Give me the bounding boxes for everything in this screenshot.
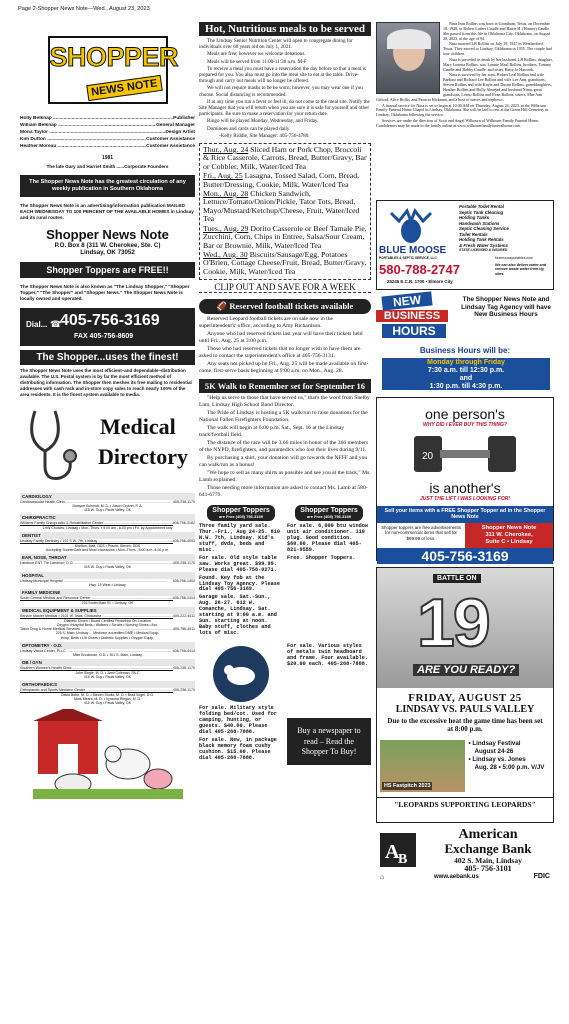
- aka-text: The Shopper News Note is also known as "The Lindsay Shopper," "Shopper Topper," "The Shopper" and "Shopper News." The Shopper News Note is locally owned and operated.: [20, 284, 190, 302]
- bank-web: www.aebank.us: [434, 874, 479, 880]
- directory-entry: Lindsay Municipal Hospital ..... 405-756-1404: [20, 579, 195, 583]
- blue-moose-services: Portable Toilet Rental Septic Tank Cleaning Holding Tanks Handwash Stations Septic Cleaning Service Toilet Rentals Holding Tank Rentals & Fresh Water Systems STATE LICENSED & INSURED: [459, 204, 509, 252]
- uses-bar: The Shopper...uses the finest!: [20, 350, 195, 365]
- bank-address: 402 S. Main, Lindsay: [454, 856, 522, 865]
- junk-right: Shopper News Note 311 W. Cherokee, Suite C • Lindsay: [465, 523, 553, 548]
- clip-out: CLIP OUT AND SAVE FOR A WEEK: [199, 282, 371, 293]
- left-column: [20, 22, 195, 1012]
- menu-item: Mon., Aug. 28 Chicken Sandwich, Lettuce/Tomato/Onion/Pickle, Tator Tots, Bread, Mayo/Mustard/Ketchup/Cheese, Fruit, Water/Iced Tea: [203, 189, 360, 224]
- obituary: [376, 22, 554, 194]
- battle-date: FRIDAY, AUGUST 25: [408, 692, 522, 704]
- newspaper-box: Buy a newspaper to read – Read the Shopper To Buy!: [287, 718, 371, 765]
- staff-row: Mona Taylor ..... Design Artist: [20, 130, 195, 137]
- new-hours-box: Monday through Friday 7:30 a.m. till 12:30 p.m. and 1:30 p.m. till 4:30 p.m.: [382, 358, 550, 390]
- classified-ad: For sale. New, in package black memory foam cushy cushion. $15.00. Please dial 405-268-7888.: [199, 737, 277, 761]
- nutrition-para: -Kelly Riddle, Site Manager: 405-756-4780.: [219, 132, 310, 139]
- directory-entry: Southern Women's Health Clinic ..... 405-238-1170: [20, 666, 195, 670]
- classified-ad: For sale. Various styles of metals twin headboard and frame. Four available. $20.00 each. 405-268-7888.: [287, 643, 368, 668]
- business-hours-ad: [376, 294, 554, 391]
- phone-icon: ☎: [50, 319, 62, 330]
- football-icon: 🏈: [216, 301, 228, 312]
- stethoscope-icon: [20, 406, 80, 486]
- directory-entry-detail: Dwayne Schmidt, M. D. • Jason Crytzer, P. A.: [72, 504, 143, 509]
- directory-entry-detail: John Siegle, M. D. • Jami Coleman, PA-C: [75, 670, 140, 675]
- football-para: Any seats not picked up be Fri., Aug. 25 will be made available on first-come, first-serve basis beginning at 9:00 a.m. on Mon., Aug. 28.: [199, 361, 369, 375]
- directory-entry-detail: Accepting SoonerCare and Most Insurances • Mon.-Thurs., 8:00 a.m.-5:00 p.m.: [45, 547, 169, 552]
- staff-row: William Belknap ..... General Manager: [20, 123, 195, 130]
- menu-item: Tues., Aug. 29 Dorito Casserole or Beef Tamale Pie, Zucchini, Corn, Chips in Entree, Salsa/Sour Cream, Bar or Brownie, Milk, Water/Iced Tea: [203, 223, 367, 250]
- classified-ad: For sale. 6,000 btu window unit air conditioner. 110 plug. Good condition. $60.00. Please dial 405-821-9559.: [287, 522, 368, 553]
- toppers-badge: Shopper Toppers are Free (405) 756-3169: [207, 505, 275, 521]
- directory-entry: Lindsay Family Dentistry • 102 S.W. 7th, Lindsay ..... 405-756-4093: [20, 539, 195, 543]
- svg-text:A: A: [385, 841, 400, 863]
- animals-badge-col: [199, 644, 283, 704]
- nutrition-para: The Lindsay Senior Nutrition Center will open to congregate dining for individuals over 60 years old on July 1, 2021.: [199, 38, 353, 51]
- directory-entry-detail: 225 S. Main, Lindsay ... Medicine accredited DME • Medical Equip.: [55, 631, 160, 636]
- directory-entry-detail: 415 W. Guy • Pauls Valley, OK: [83, 565, 132, 570]
- fastpitch-area: [377, 740, 553, 792]
- walk-para: The walk will begin at 6:00 p.m. Sat., Sept. 16 at the Lindsay track/football field.: [199, 424, 345, 438]
- menu-item: Wed., Aug. 30 Biscuits/Sausage/Egg, Potatoes O'Brien, Cottage Cheese/Fruit, Bread, Butter/Gravy, Cookie, Milk, Water/Iced Tea: [203, 249, 367, 276]
- masthead-shopper: SHOPPER: [49, 42, 179, 72]
- classified-ad: Garage sale. Sat.-Sun., Aug. 26-27. 612 W. Comanche, Lindsay. Sat. starting at 9:00 a.m. and Sun. starting at noon. Baby stuff, clothes and lots of misc.: [199, 594, 277, 637]
- classified-ad: For sale. Old style table saw. Works great. $99.99. Please dial 405-756-0271.: [199, 554, 277, 573]
- directory-section-heading: DENTIST: [20, 532, 195, 539]
- dumbbell-icon: [410, 432, 520, 476]
- directory-section-heading: MEDICAL EQUIPMENT & SUPPLIES: [20, 607, 195, 614]
- junk-left-note: Shopper toppers are free advertisements for non-commercial items that sell for $99.99 or less.: [381, 524, 461, 541]
- middle-column: [199, 22, 371, 1012]
- directory-section-heading: HOSPITAL: [20, 572, 195, 579]
- directory-section-heading: FAMILY MEDICINE: [20, 589, 195, 596]
- masthead-news-note: NEWS NOTE: [86, 75, 162, 101]
- football-body: [199, 316, 371, 375]
- junk-top: one person's: [425, 406, 505, 422]
- nutrition-para: Dominoes and cards can be played daily.: [207, 125, 291, 132]
- directory-section-heading: OB / GYN: [20, 659, 195, 666]
- staff-row: Kim Dutton ..... Customer Assistance: [20, 137, 195, 144]
- toppers-bottom: [199, 706, 371, 765]
- directory-entry-detail: 415 W. Guy • Pauls Valley, OK: [83, 701, 132, 706]
- directory-entry-detail: Hwy. 19 West • Lindsay: [89, 583, 126, 588]
- toppers-col-2: [287, 505, 371, 638]
- name-block-title: Shopper News Note: [46, 227, 169, 243]
- fastpitch-photo: [380, 740, 465, 792]
- nutrition-para: We will not require masks to be be worn; however, you may wear one if you choose. Social distancing is recommended.: [199, 85, 363, 98]
- bank-name-1: American: [458, 827, 518, 842]
- classified-ad: Found. Key fob at the Lindsay Toy Agency. Please dial 405-756-3169.: [199, 574, 280, 593]
- directory-entry: Landrum ENT, Tre Landrum, D.O ..... 405-238-1170: [20, 561, 195, 565]
- directory-section-heading: OPTOMETRY - O.D.: [20, 642, 195, 649]
- obituary-para: Nina Jean Rollins was born in Grantham, Texas, on December 10, 1928, to Robert Luther Caudle and Hattie H. (Hosner) Caudle. She passed from this life in Oklahoma City, Oklahoma, on August 20, 2023, at the age of 94.: [443, 21, 551, 41]
- football-para: Anyone who had reserved tickets last year will have their tickets held until Fri., Aug. 25 at 3:00 p.m.: [199, 331, 363, 345]
- football-para: Those who had reserved tickets that no longer wish to have them are asked to contact the superintendent's office at 405-756-3131.: [199, 346, 361, 360]
- bank-phone: 405- 756-3101: [464, 864, 512, 873]
- obituary-para: Nina is survived by her sons, Robert Leal Rollins and wife Barbara and Richard Lee Rollins and wife Lee Ann, grandsons, Steven Rollins and wife Kayla and Dustin Rollins, granddaughters, Heather Rollins and Holly Almejad and husband Nima, great grandsons, Leeno Rollins and Evan Rollins, sisters, Mae Ann Gifford, Alice Hollis, and Patricia Hickman, and a host of nieces and nephews.: [376, 72, 552, 102]
- toppers-area: [199, 505, 371, 638]
- toppers-col-4: [199, 706, 283, 765]
- toppers-lower: [199, 644, 371, 704]
- obituary-para: Nina married LB Rollins on July 19, 1947 in Weatherford, Texas. They moved to Lindsay, Oklahoma in 1955. The couple had four children.: [443, 41, 552, 57]
- football-para: Reserved Leopard football tickets are on sale now in the superintendent's' office, according to Amy Richardson.: [199, 316, 333, 330]
- walk-para: "We hope to sell as many shirts as possible and see you at the track," Ms. Lamb explained.: [199, 469, 371, 483]
- classified-ad: Three family yard sale. Thur.-Fri., Aug 24-25. 810 N.W. 7th, Lindsay. Kid's stuff, dvds, beds and misc.: [199, 522, 280, 553]
- junk-bar: Sell your items with a FREE Shopper Topper ad in the Shopper News Note: [377, 506, 553, 523]
- walk-para: The distance of the race will be 3.66 miles in honor of the 366 members of the NYPD, firefighters, and paramedics who lost their lives during 9/11.: [199, 439, 369, 453]
- toppers-badge: Shopper Toppers are Free (405) 756-3169: [295, 505, 363, 521]
- directory-entry-detail: 1HW Choices, Lindsay • Mon.-Thurs. • 9:00 am - 6:00 pm • Fri. by Appointment only: [42, 525, 173, 530]
- directory-entry: South Central Medical and Resource Center ..... 405-756-1414: [20, 596, 195, 600]
- battle-heat: Due to the excessive heat the game time has been set at 8:00 p.m.: [387, 717, 543, 734]
- classified-ad: For sale. Military style folding bed/cot. Used for camping, hunting, or guests. $40.00. Please dial 405-268-7888.: [199, 705, 277, 736]
- blue-moose-name: BLUE MOOSE: [379, 245, 447, 256]
- bank-logo-icon: [378, 831, 418, 869]
- nutrition-para: If at any time you run a fever or feel ill, do not come to the meal site. Notify the Site Manager that you will return when you are sure it is safe for yourself and other participants. Be sure to make a reservation for your return date.: [199, 98, 370, 118]
- blue-moose-address: 25245 E.C.R. 1700 • Elmore City: [387, 279, 453, 284]
- page-header: Page 2-Shopper News Note—Wed., August 23, 2023: [18, 6, 150, 12]
- medical-directory: [20, 406, 195, 491]
- battle-ad: [376, 567, 554, 823]
- blue-moose-sub: PORTABLES & SEPTIC SERVICE, LLC: [379, 256, 437, 260]
- year: 1981: [101, 154, 114, 161]
- blue-moose-note: We can also deliver water and remove waste water from rig sites.: [495, 263, 547, 276]
- battle-tagline: ARE YOU READY?: [413, 664, 519, 676]
- svg-text:B: B: [398, 852, 408, 867]
- one-persons-junk-ad: [376, 397, 554, 564]
- dial-box: [20, 308, 195, 346]
- name-block-address1: P.O. Box 8 (311 W. Cherokee, Ste. C): [54, 242, 161, 250]
- directory-entry: Tabor Drug & Home Medical Services ..... 405-756-4511: [20, 627, 195, 631]
- new-hours-sub: Business Hours will be:: [419, 346, 511, 355]
- battle-matchup: LINDSAY VS. PAULS VALLEY: [395, 704, 535, 715]
- masthead: [48, 36, 179, 104]
- directory-entry: Lindsay Vision Center, PLLC ..... 405-756-4414: [20, 649, 195, 653]
- medical-title-2: Directory: [98, 443, 188, 469]
- advert-publication: The Shopper News Note is an advertising/information publication MAILED EACH WEDNESDAY TO 100 PERCENT OF THE AVAILABLE HOMES in Lindsay and its rural routes.: [20, 202, 194, 220]
- nutrition-para: Meals are free; however we welcome donations.: [207, 51, 306, 58]
- directory-entry-detail: Mike Brockman, O.D. • 301 S. Main, Lindsay: [72, 653, 143, 658]
- directory-section-heading: CARDIOLOGY: [20, 493, 195, 500]
- nutrition-para: Meals will be served from 11:00-11:30 a.m. M-F: [207, 58, 307, 65]
- junk-bottom: is another's: [429, 480, 501, 496]
- directory-entry-detail: Shelton, Matt, DDS • Pracht, Steven, DDS: [74, 543, 141, 548]
- directory-entry: Cardiovascular Health Clinic ..... 405-238-1170: [20, 500, 195, 504]
- directory-entry-detail: Hosp. Beds • Lift Chairs • Diabetic Supplies • Oxygen Equip.: [60, 635, 155, 640]
- junk-lower: [377, 523, 553, 548]
- walk-para: By purchasing a shirt, your donation will go towards the NFFF and you can walk/run as a bonus!: [199, 454, 368, 468]
- medical-list: [20, 493, 195, 706]
- bank-ad: [376, 827, 554, 883]
- classified-ad: Free. Shopper Toppers.: [287, 554, 356, 561]
- blue-moose-phone: 580-788-2747: [379, 262, 460, 277]
- staff-list: [20, 116, 195, 151]
- nutrition-body: [199, 38, 371, 139]
- blue-moose-ad: [376, 200, 554, 290]
- equal-housing-icon: ⌂: [380, 873, 385, 881]
- moose-icon: [381, 205, 443, 245]
- nutrition-para: Bingo will be played Monday, Wednesday, and Friday.: [207, 118, 319, 125]
- circulation-box: The Shopper News Note has the greatest circulation of any weekly publication in Southern Oklahoma: [20, 175, 195, 197]
- directory-entry-detail: 415 W. Guy • Pauls Valley, OK: [83, 675, 132, 680]
- directory-entry-detail: Diabetic Shoes • Board Certified Pedorthist On Location: [64, 618, 151, 623]
- menu-box: [199, 143, 371, 280]
- nutrition-para: To receive a meal you must have a reservation the day before so that a meal is prepared for you. You also must go into the meal site to eat at the table. Drive-through and carry out meals will no longer be offered.: [199, 65, 366, 85]
- walk-para: The Pride of Lindsay is hosting a 5K walk/run to raise donations for the National Fallen Firefighters Foundation.: [199, 409, 368, 423]
- directory-section-heading: EAR, NOSE, THROAT: [20, 554, 195, 561]
- directory-entry-detail: Mark Mears, M. D. • Vyranna Ringus, M. D.: [73, 696, 142, 701]
- toppers-col-1: [199, 505, 283, 638]
- sheep-icon: [211, 644, 271, 704]
- staff-row: Holly Belknap ..... Publisher: [20, 116, 195, 123]
- fastpitch-bullets: • Lindsay Festival August 24-26 • Lindsay vs. Jones Aug. 28 • 5:00 p.m. V/JV: [468, 739, 545, 771]
- uses-text: The Shopper News Note uses the most efficient–and dependable–distribution available. The U.S. Postal system is by far the most efficient method of distributing information. The Shopper then meshes its free mailing to residential addresses with cash rack and in-store copy sales to reach nearly 100% of the area residents. It is the finest system available to media.: [20, 368, 192, 397]
- obituary-photo: [376, 22, 440, 94]
- obituary-para: Nina is preceded in death by her husband, LB Rollins, daughter, Mary Louetta Rollins, son, Lonnie Maxl Rollins, brothers, Tommy Caudle and Bobby Caudle, and sister, Betty Jo Haworth.: [443, 56, 553, 72]
- new-hours-badge: NEW BUSINESS HOURS: [376, 294, 456, 346]
- directory-entry: Orthopaedic and Sports Medicine Center ..... 405-238-1170: [20, 688, 195, 692]
- junk-phone: 405-756-3169: [377, 548, 553, 564]
- farm-animals-illustration: [33, 709, 183, 799]
- newspaper-box-col: [287, 706, 371, 765]
- fastpitch-title: HS Fastpitch 2023: [384, 782, 431, 789]
- directory-entry: Williams Family Chiropractic & Rehabilitation Center ..... 405-756-3182: [20, 521, 195, 525]
- dial-label: Dial...: [26, 320, 48, 330]
- weight-label: 20: [422, 451, 434, 462]
- free-bar: Shopper Toppers are FREE!!: [20, 262, 195, 278]
- blue-moose-website: bluemooseportables.com: [495, 256, 533, 260]
- directory-entry-detail: 216 South Main St. • Lindsay, OK: [81, 600, 134, 605]
- fdic-label: FDIC: [533, 873, 550, 880]
- dial-fax: FAX 405-756-8609: [74, 333, 134, 341]
- founders: The late Gary and Harriet Smith ......Corporate Founders: [46, 163, 169, 169]
- walk-title: 5K Walk to Remember set for September 16: [199, 379, 371, 393]
- toppers-col-3: [287, 644, 371, 704]
- obituary-para: A funeral service for Nina is set to begin at 10:00 AM on Thursday, August 24, 2023, at the Wilbourn Family Funeral Home Chapel in Lindsay, Oklahoma. She will be laid to rest at the Green Hill Cemetery in Lindsay, Oklahoma following the service.: [376, 102, 549, 118]
- nutrition-title: Hot, Nutritious meals to be served: [199, 22, 371, 36]
- directory-section-heading: CHIROPRACTIC: [20, 514, 195, 521]
- battle-graphic: [377, 568, 553, 688]
- right-column: [376, 22, 554, 1012]
- menu-item: Thur., Aug. 24 Sliced Ham or Pork Chop, Broccoli & Rice Casserole, Carrots, Bread, Butter/Gravy, Bar or Cobbler, Milk, Water/Iced Tea: [203, 145, 367, 171]
- leopards-slogan: "LEOPARDS SUPPORTING LEOPARDS": [377, 797, 553, 809]
- directory-entry-detail: 415 W. Guy • Pauls Valley, OK: [83, 508, 132, 513]
- walk-para: Those needing more information are asked to contact Ms. Lamb at 580-641-6779.: [199, 484, 368, 498]
- obituary-para: Services are under the direction of Scott and Angel Wilbourn of Wilbourn Family Funeral Home. Condolences may be made to the family online at www.wilbournfamilyfuneralhome.com: [376, 118, 540, 128]
- walk-para: "Help us serve to those that have served us," that's the word from Shelby Lam, Lindsay High School Band Director.: [199, 395, 370, 408]
- route-number: 19: [417, 585, 489, 661]
- directory-entry-detail: David Bobb, M. D. • Steven Shultz, M. D. • Brad Vogel, D.O.: [61, 692, 154, 697]
- junk-top-sub: WHY DID I EVER BUY THIS THING?: [423, 422, 507, 428]
- junk-bottom-sub: JUST THE LIFT I WAS LOOKING FOR!: [420, 496, 510, 502]
- directory-entry: Service Master Medical • 2101 W. Iowa, Chickasha ..... 405-222-4411: [20, 614, 195, 618]
- walk-body: [199, 395, 371, 499]
- name-block-address2: Lindsay, OK 73052: [80, 249, 135, 257]
- football-title: 🏈 Reserved football tickets available: [199, 299, 371, 314]
- directory-entry-detail: Oxygen •Hospital Beds • Walkers • Scrubs • Nursing Shoes • Acc.: [56, 622, 159, 627]
- bank-name-2: Exchange Bank: [444, 841, 532, 856]
- staff-row: Heather Moreau ..... Customer Assistance: [20, 144, 195, 151]
- menu-item: Fri., Aug. 25 Lasagna, Tossed Salad, Corn, Bread, Butter/Dressing, Cookie, Milk, Water/Iced Tea: [203, 171, 360, 189]
- directory-section-heading: ORTHOPAEDICS: [20, 681, 195, 688]
- battle-top: BATTLE ON: [433, 574, 481, 583]
- new-hours-head: The Shopper News Note and Lindsay Tag Agency will have New Business Hours: [461, 296, 551, 319]
- dial-phone: 405-756-3169: [60, 312, 160, 330]
- medical-title-1: Medical: [100, 413, 176, 439]
